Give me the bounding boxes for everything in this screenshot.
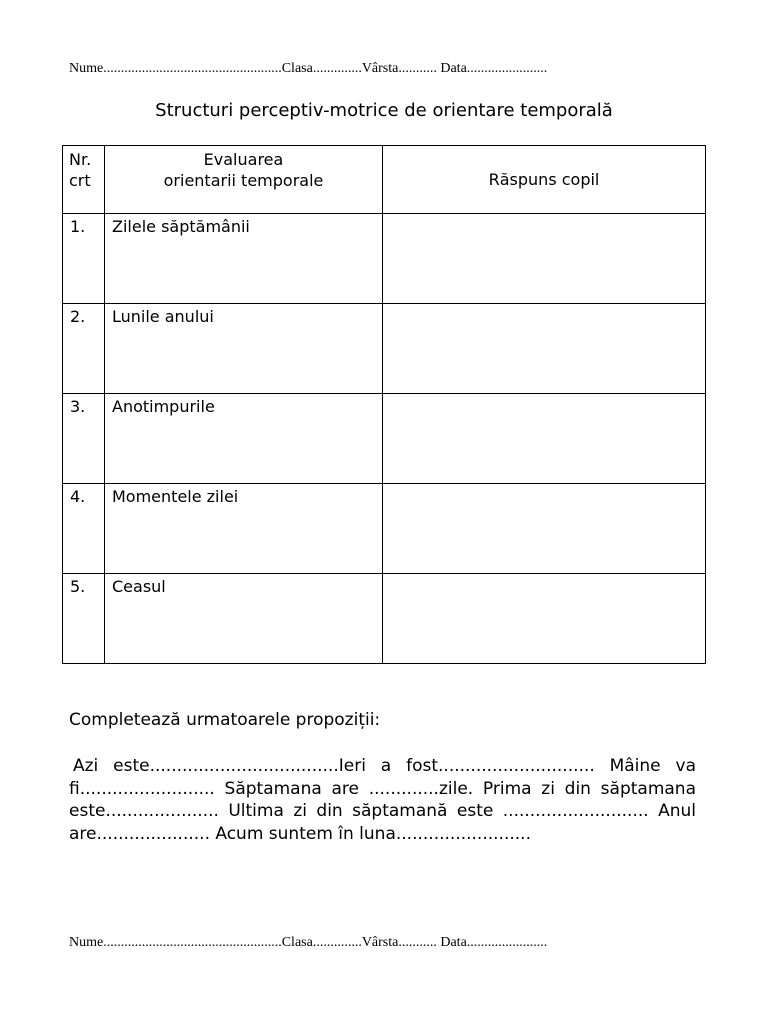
evaluation-table — [62, 145, 706, 664]
response-cell[interactable] — [383, 214, 706, 304]
header-evaluation-line2: orientarii temporale — [163, 171, 324, 190]
header-evaluation — [105, 146, 383, 214]
table-row — [63, 214, 706, 304]
table-header-row — [63, 146, 706, 214]
header-nr-label: Nr. crt — [69, 150, 92, 190]
table-row — [63, 304, 706, 394]
row-item: Zilele săptămânii — [105, 214, 383, 304]
header-evaluation-line1: Evaluarea — [203, 150, 284, 169]
row-item: Anotimpurile — [105, 394, 383, 484]
row-number: 5. — [63, 574, 105, 664]
response-cell[interactable] — [383, 394, 706, 484]
page-title: Structuri perceptiv-motrice de orientare temporală — [155, 100, 613, 121]
row-item: Ceasul — [105, 574, 383, 664]
table-row — [63, 574, 706, 664]
row-number: 2. — [63, 304, 105, 394]
response-cell[interactable] — [383, 574, 706, 664]
row-number: 4. — [63, 484, 105, 574]
row-item: Momentele zilei — [105, 484, 383, 574]
header-response: Răspuns copil — [383, 146, 706, 214]
response-cell[interactable] — [383, 304, 706, 394]
row-number: 3. — [63, 394, 105, 484]
response-cell[interactable] — [383, 484, 706, 574]
row-number: 1. — [63, 214, 105, 304]
header-info-line-top: Nume...................................................Clasa..............Vârsta........... Data....................... — [69, 61, 548, 76]
header-info-line-bottom: Nume...................................................Clasa..............Vârsta........... Data....................... — [69, 935, 548, 950]
table-row — [63, 394, 706, 484]
row-item: Lunile anului — [105, 304, 383, 394]
header-nr-crt — [63, 146, 105, 214]
table-row — [63, 484, 706, 574]
section-title: Completează urmatoarele propoziții: — [69, 710, 381, 730]
fill-in-paragraph: Azi este...................................Ieri a fost............................. Mâine va fi......................... Săptamana are .............zile. Prima zi din săptamana este..................... Ultima zi din săptamană este ........................... Anul are..................... Acum suntem în luna......................... — [69, 756, 696, 844]
